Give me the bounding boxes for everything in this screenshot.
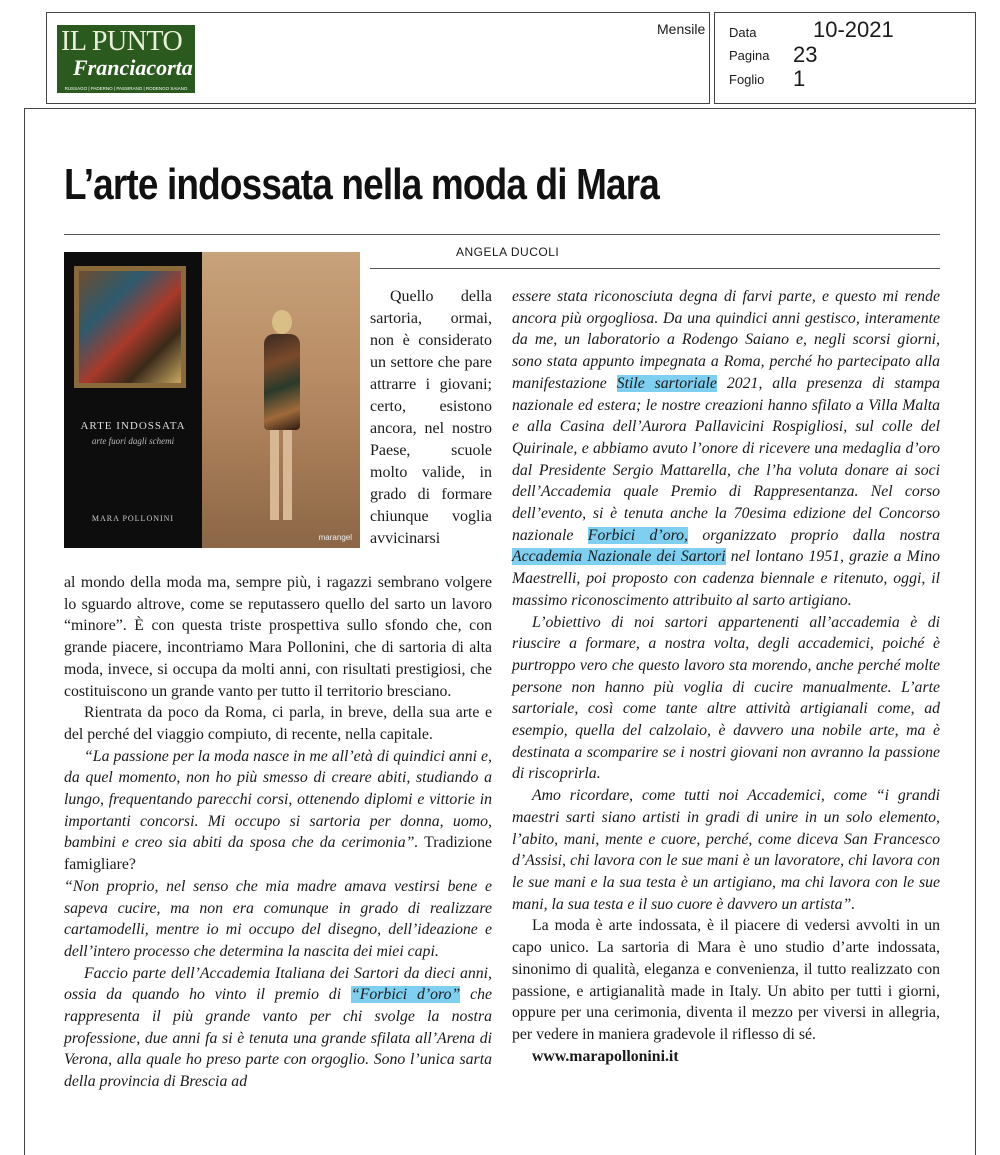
highlight-forbici-doro: “Forbici d’oro” <box>350 986 461 1004</box>
cover-title: ARTE INDOSSATA <box>80 420 186 432</box>
left-column <box>64 572 492 1093</box>
right-paragraph-2: L’obiettivo di noi sartori appartenenti all’accademia è di riuscire a formare, a nostra volta, degli accademici, poiché è purtroppo vero che questo lavoro sta morendo, anche perché molte persone non hanno più voglia di cucire manualmente. L’arte sartoriale, così come tante altre attività artigianali come, ad esempio, quella del calzolaio, è davvero una nobile arte, ma è destinata a scomparire se i nostri giovani non avranno la passione di riscoprirla. <box>512 613 940 783</box>
question-1: Tradizione famigliare? <box>64 834 492 874</box>
highlight-stile-sartoriale: Stile sartoriale <box>616 374 717 392</box>
cover-brand: MARA POLLONINI <box>91 514 175 523</box>
header-left-box <box>46 12 710 104</box>
data-value: 10-2021 <box>813 17 894 42</box>
pagina-value: 23 <box>793 42 818 67</box>
paragraph-4: “Non proprio, nel senso che mia madre amava vestirsi bene e sapeva cucire, ma non era comunque in grado di realizzare cartamodelli, mentre io mi occupo del disegno, dell’ideazione e dell’intero processo che determina la nascita dei miei capi. <box>64 877 492 960</box>
photographer-logo: marangel <box>318 533 352 542</box>
logo-towns: RUSSAGO | PADERNO | PASSIRANO | RODENGO SAIANO <box>64 86 188 91</box>
logo-title: IL PUNTO <box>61 26 183 57</box>
header-meta-box <box>714 12 976 104</box>
data-label: Data <box>729 25 757 40</box>
article-title: L’arte indossata nella moda di Mara <box>64 160 660 209</box>
right-paragraph-3: Amo ricordare, come tutti noi Accademici, come “i grandi maestri sarti siano artisti in gradi di unire in un solo elemento, l’abito, mani, mente e cuore, perché, come diceva San Francesco d’Assisi, chi lavora con le sue mani è un lavoratore, chi lavora con le sue mani e la sua testa è un artigiano, ma chi lavora con le sue mani, la sua testa e il suo cuore è davvero un artista”. <box>512 787 940 913</box>
highlight-forbici-doro-2: Forbici d’oro, <box>587 526 688 544</box>
framed-painting <box>74 266 186 388</box>
foglio-value: 1 <box>793 66 806 91</box>
right-column <box>512 286 940 1067</box>
right-paragraph-1: essere stata riconosciuta degna di farvi parte, e questo mi rende ancora più orgogliosa. Da una quindici anni gestisco, interamente da me, un laboratorio a Rodengo Saiano e, negli scorsi giorni, sono stata appunto impegnata a Roma, perché ho partecipato alla manifestazione Stile sartoriale 2021, alla presenza di stampa nazionale ed estera; le nostre creazioni hanno sfilato a Villa Malta e alla Casina dell’Aurora Pallavicini Rospigliosi, sul colle del Quirinale, e abbiamo avuto l’onore di ricevere una medaglia d’oro dal Presidente Sergio Mattarella, che l’ha voluta donare ai soci dell’Accademia quale Premio di Rappresentanza. Nel corso dell’evento, si è tenuta anche la 70esima edizione del Concorso nazionale Forbici d’oro, organizzato proprio dalla nostra Accademia Nazionale dei Sartori nel lontano 1951, grazie a Mino Maestrelli, poi proposto con cadenza biennale e ritenuto, oggi, il massimo riconoscimento attribuito al sarto artigiano. <box>512 288 941 609</box>
book-cover <box>64 252 202 548</box>
highlight-accademia: Accademia Nazionale dei Sartori <box>512 548 726 566</box>
cover-subtitle: arte fuori dagli schemi <box>91 436 175 446</box>
title-rule <box>64 234 940 235</box>
website-link[interactable]: www.marapollonini.it <box>532 1047 679 1065</box>
paragraph-2: Rientrata da poco da Roma, ci parla, in breve, della sua arte e del perché del viaggio compiuto, di recente, nella capitale. <box>64 704 492 743</box>
paragraph-1-continued: al mondo della moda ma, sempre più, i ragazzi sembrano volgere lo sguardo altrove, come se reputassero quello del sarto un lavoro “minore”. È con questa triste prospettiva sullo sfondo che, con grande piacere, incontriamo Mara Pollonini, che di sartoria di alta moda, invece, si occupa da molti anni, con risultati prestigiosi, che costituiscono un grande vanto per tutto il territorio bresciano. <box>64 574 492 700</box>
intro-column <box>370 286 492 550</box>
frequency-label: Mensile <box>657 21 706 37</box>
portrait-photo <box>202 252 360 548</box>
byline-rule <box>370 268 940 269</box>
pagina-label: Pagina <box>729 48 770 63</box>
paragraph-3 <box>64 746 492 876</box>
foglio-label: Foglio <box>729 72 765 87</box>
article-photo <box>64 252 360 548</box>
author-byline: ANGELA DUCOLI <box>456 245 560 259</box>
newspaper-logo <box>57 25 195 93</box>
quote-1: “La passione per la moda nasce in me all’età di quindici anni e, da quel momento, non ho più smesso di creare abiti, studiando a lungo, frequentando parecchi corsi, ottenendo diplomi e vittorie in importanti concorsi. Mi occupo si sartoria per donna, uomo, bambini e creo sia abiti da sposa che da cerimonia”. <box>64 747 492 852</box>
logo-subtitle: Franciacorta <box>73 55 193 80</box>
right-paragraph-4: La moda è arte indossata, è il piacere di vedersi avvolti in un capo unico. La sartoria di Mara è uno studio d’arte indossata, sinonimo di qualità, eleganza e convenienza, il tutto realizzato con passione, e artigianalità made in Italy. Un abito per tutti i giorni, oppure per una cerimonia, diventa il mezzo per viversi in allegria, per vedere in maniera gradevole il riflesso di sé. <box>512 917 940 1043</box>
woman-figure <box>258 310 304 520</box>
intro-paragraph: Quello della sartoria, ormai, non è considerato un settore che pare attrarre i giovani; certo, esistono ancora, nel nostro Paese, scuole molto valide, in grado di formare chiunque voglia avvicinarsi <box>370 288 492 547</box>
paragraph-5: Faccio parte dell’Accademia Italiana dei Sartori da dieci anni, ossia da quando ho vinto il premio di “Forbici d’oro” che rappresenta il più grande vanto per chi svolge la nostra professione, due anni fa si è tenuta una grande sfilata all’Arena di Verona, alla quale ho preso parte con orgoglio. Sono l’unica sarta della provincia di Brescia ad <box>64 964 493 1091</box>
